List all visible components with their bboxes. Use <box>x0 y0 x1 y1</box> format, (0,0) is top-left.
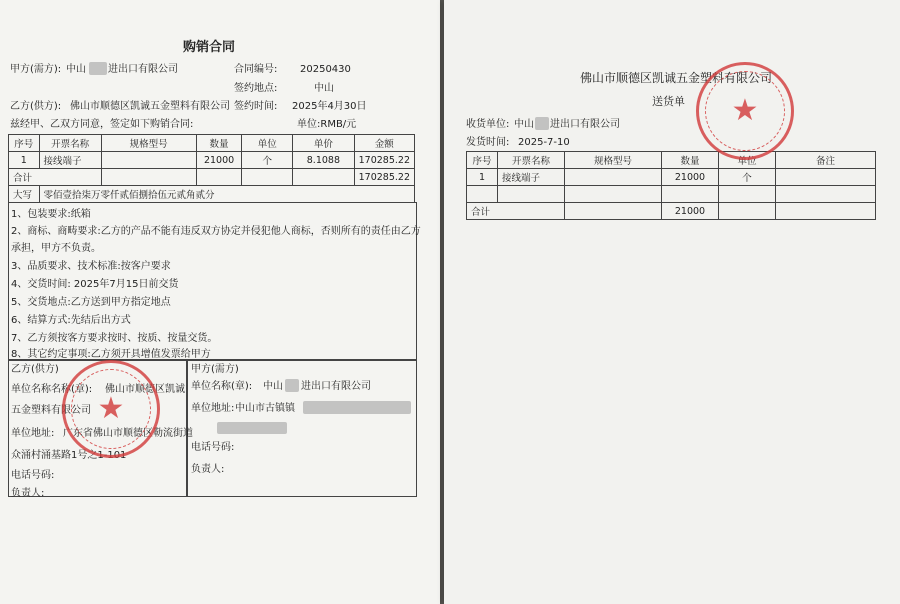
row-unit: 个 <box>242 152 293 169</box>
seller-label: 乙方(供方): <box>10 101 62 112</box>
total-label: 合计 <box>467 203 565 220</box>
seller-phone-label: 电话号码: <box>11 470 55 481</box>
term-item: 4、交货时间: 2025年7月15日前交货 <box>11 279 179 290</box>
col-header: 金额 <box>354 135 414 152</box>
term-item: 7、乙方须按客方要求按时、按质、按量交货。 <box>11 333 218 344</box>
redaction-mark <box>89 62 107 75</box>
row-spec <box>101 152 196 169</box>
redaction-mark <box>285 379 299 392</box>
total-amount: 170285.22 <box>354 169 414 186</box>
seller-name: 佛山市顺德区凯诚五金塑料有限公司 <box>70 101 230 112</box>
capital-row <box>9 186 415 203</box>
seller-name-line2: 五金塑料有限公司 <box>11 405 91 416</box>
total-row <box>467 203 876 220</box>
agreement-text: 兹经甲、乙双方同意，签定如下购销合同: <box>10 119 194 130</box>
table-row <box>9 152 415 169</box>
seller-name-label: 单位名称名称(章): <box>11 384 93 395</box>
receiver-label: 收货单位: <box>466 119 510 130</box>
buyer-label: 甲方(需方): <box>10 64 62 75</box>
buyer-block-phone-label: 电话号码: <box>191 442 235 453</box>
row-name: 接线端子 <box>39 152 101 169</box>
ship-date: 2025-7-10 <box>518 137 570 148</box>
col-header: 开票名称 <box>39 135 101 152</box>
seller-address-line2: 众涌村涌基路1号之1-101 <box>11 450 127 461</box>
row-no: 1 <box>467 169 498 186</box>
table-header-row <box>467 152 876 169</box>
term-item: 5、交货地点:乙方送到甲方指定地点 <box>11 297 171 308</box>
col-header: 单位 <box>242 135 293 152</box>
total-row <box>9 169 415 186</box>
row-price: 8.1088 <box>293 152 354 169</box>
term-item: 3、品质要求、技术标准:按客户要求 <box>11 261 171 272</box>
redaction-mark <box>303 401 411 414</box>
row-unit: 个 <box>719 169 776 186</box>
delivery-title: 送货单 <box>652 95 685 108</box>
delivery-sheet <box>444 0 900 604</box>
col-header: 备注 <box>776 152 876 169</box>
contract-sheet <box>0 0 440 604</box>
sign-place-label: 签约地点: <box>234 83 278 94</box>
seal-star-icon: ★ <box>97 391 125 426</box>
buyer-block-person-label: 负责人: <box>191 464 225 475</box>
buyer-block-name-label: 单位名称(章): <box>191 381 253 392</box>
table-header-row <box>9 135 415 152</box>
table-row <box>467 169 876 186</box>
capital-label: 大写 <box>9 186 40 203</box>
seller-block-header: 乙方(供方) <box>11 364 59 375</box>
row-name: 接线端子 <box>498 169 565 186</box>
contract-no-label: 合同编号: <box>234 64 278 75</box>
receiver-pre: 中山 <box>514 119 534 130</box>
term-item: 8、其它约定事项:乙方须开具增值发票给甲方 <box>11 349 211 360</box>
table-row <box>467 186 876 203</box>
currency-unit: 单位:RMB/元 <box>297 119 357 130</box>
seller-address-line1: 广东省佛山市顺德区勒流街道 <box>63 428 193 439</box>
sign-time: 2025年4月30日 <box>292 101 367 112</box>
row-no: 1 <box>9 152 40 169</box>
col-header: 单位 <box>719 152 776 169</box>
buyer-block-address-value: 中山市古镇镇 <box>235 403 295 414</box>
row-amount: 170285.22 <box>354 152 414 169</box>
contract-title: 购销合同 <box>183 40 236 55</box>
row-spec <box>565 169 662 186</box>
buyer-name-post: 进出口有限公司 <box>108 64 178 75</box>
term-item: 1、包装要求:纸箱 <box>11 209 91 220</box>
receiver-post: 进出口有限公司 <box>550 119 620 130</box>
buyer-block-header: 甲方(需方) <box>191 364 239 375</box>
company-seal-icon <box>62 360 160 458</box>
seller-name-line1: 佛山市顺德区凯诚 <box>105 384 185 395</box>
contract-items-table <box>8 134 415 203</box>
term-item: 6、结算方式:先结后出方式 <box>11 315 131 326</box>
redaction-mark <box>217 422 287 434</box>
delivery-company: 佛山市顺德区凯诚五金塑料有限公司 <box>580 71 773 85</box>
term-item: 承担，甲方不负责。 <box>11 243 101 254</box>
company-seal-icon <box>696 62 794 160</box>
contract-no: 20250430 <box>300 64 351 75</box>
total-qty: 21000 <box>662 203 719 220</box>
seal-star-icon: ★ <box>731 93 759 128</box>
buyer-signature-box <box>186 359 417 497</box>
terms-box <box>8 202 421 361</box>
buyer-block-name-post: 进出口有限公司 <box>301 381 371 392</box>
col-header: 序号 <box>9 135 40 152</box>
col-header: 规格型号 <box>565 152 662 169</box>
col-header: 数量 <box>662 152 719 169</box>
term-item: 2、商标、商畴要求:乙方的产品不能有违反双方协定并侵犯他人商标，否则所有的责任由乙方 <box>11 226 421 237</box>
buyer-block-address-label: 单位地址: <box>191 403 235 414</box>
row-qty: 21000 <box>196 152 242 169</box>
ship-date-label: 发货时间: <box>466 137 510 148</box>
seller-address-label: 单位地址: <box>11 428 55 439</box>
col-header: 开票名称 <box>498 152 565 169</box>
col-header: 规格型号 <box>101 135 196 152</box>
buyer-name-pre: 中山 <box>66 64 86 75</box>
col-header: 数量 <box>196 135 242 152</box>
buyer-block-name-pre: 中山 <box>263 381 283 392</box>
redaction-mark <box>535 117 549 130</box>
seller-person-label: 负责人: <box>11 488 45 499</box>
sign-place: 中山 <box>314 83 334 94</box>
row-qty: 21000 <box>662 169 719 186</box>
delivery-items-table <box>466 151 876 220</box>
col-header: 序号 <box>467 152 498 169</box>
sign-time-label: 签约时间: <box>234 101 278 112</box>
total-label: 合计 <box>9 169 102 186</box>
col-header: 单价 <box>293 135 354 152</box>
row-remark <box>776 169 876 186</box>
capital-amount: 零佰壹拾柒万零仟贰佰捌拾伍元贰角贰分 <box>39 186 414 203</box>
